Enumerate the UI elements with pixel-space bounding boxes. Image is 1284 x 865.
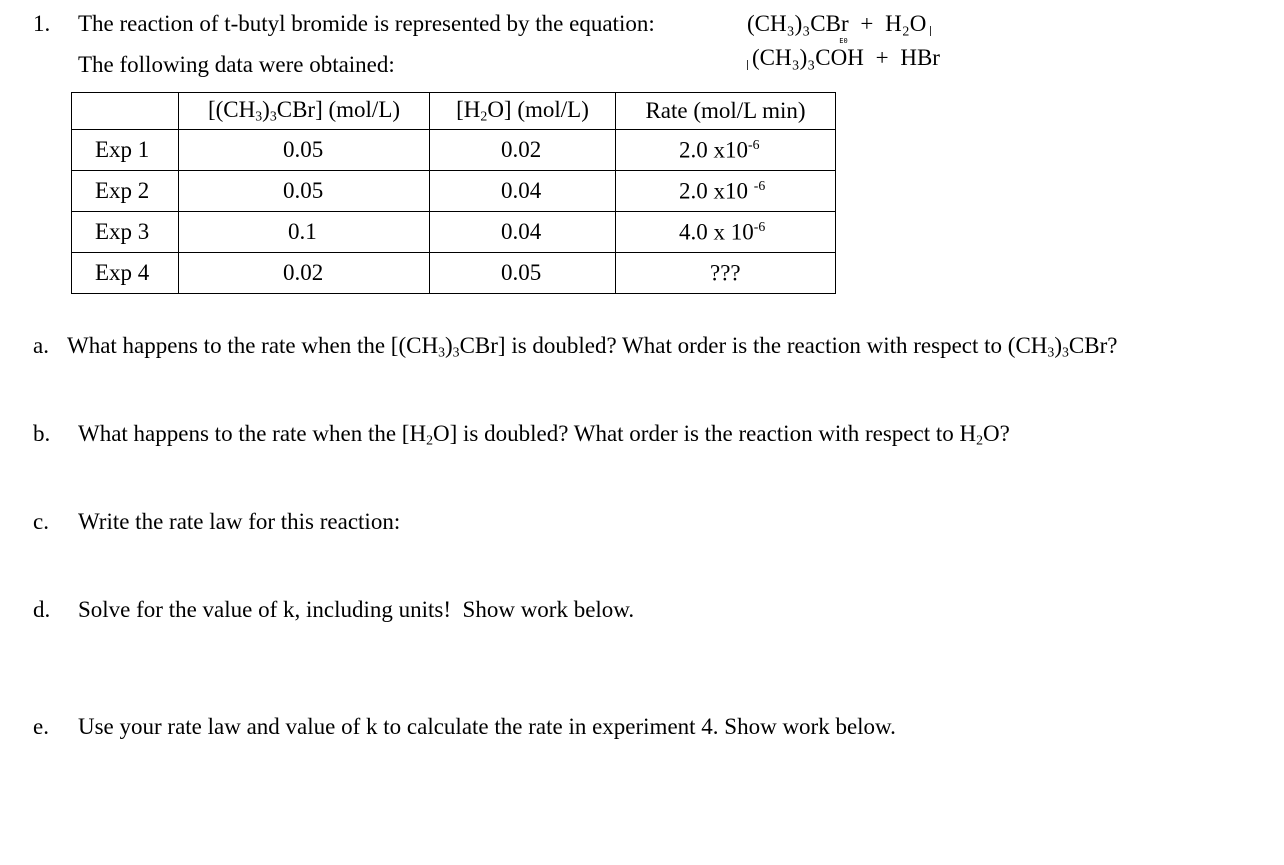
- rate-base: 4.0 x 10: [679, 219, 754, 245]
- part-c-letter: c.: [33, 509, 49, 534]
- header-cell-rate: Rate (mol/L min): [616, 93, 836, 130]
- product-hbr: HBr: [900, 45, 940, 70]
- h2o-value: 0.05: [430, 253, 616, 294]
- rate-value: [616, 253, 836, 294]
- reactant-water: H₂O: [885, 11, 927, 36]
- plus-sign: +: [875, 45, 889, 70]
- cbr-value: 0.02: [179, 253, 430, 294]
- header-cell-cbr: $[(CH_3)_3CBr]$ (mol/L): [179, 93, 430, 130]
- question-intro: The reaction of t-butyl bromide is represented by the equation:: [78, 11, 655, 36]
- cbr-value: 0.05: [179, 130, 430, 171]
- table-header-row: [72, 93, 836, 130]
- exp-label: Exp 3: [72, 212, 179, 253]
- exp-label: Exp 2: [72, 171, 179, 212]
- h2o-value: 0.02: [430, 130, 616, 171]
- rate-exponent: -6: [753, 177, 766, 193]
- part-c-text: Write the rate law for this reaction:: [78, 509, 401, 534]
- cbr-value: 0.05: [179, 171, 430, 212]
- rate-exponent: -6: [753, 218, 766, 234]
- part-a-text: What happens to the rate when the $[(CH_3)_3CBr]$ is doubled? What order is the reaction with respect to $(CH_3)_3CBr$?: [67, 333, 1118, 360]
- rate-value: [616, 171, 836, 212]
- part-a-letter: a.: [33, 333, 49, 358]
- part-e-text: Use your rate law and value of k to calculate the rate in experiment 4. Show work below.: [78, 714, 896, 739]
- header-cell-blank: [72, 93, 179, 130]
- arrow-glyph-text: E0: [839, 37, 848, 45]
- part-d-text: Solve for the value of k, including units! Show work below.: [78, 597, 635, 622]
- rate-value: [616, 212, 836, 253]
- exp-label: Exp 4: [72, 253, 179, 294]
- reactant-tbutyl-bromide: (CH₃)₃CBr: [747, 11, 849, 36]
- table-row: [72, 253, 836, 294]
- part-e-letter: e.: [33, 714, 49, 739]
- cbr-value: 0.1: [179, 212, 430, 253]
- part-b-letter: b.: [33, 421, 51, 446]
- exp-label: Exp 1: [72, 130, 179, 171]
- table-row: [72, 130, 836, 171]
- h2o-value: 0.04: [430, 212, 616, 253]
- kinetics-data-table: [71, 92, 836, 294]
- reaction-equation: [747, 11, 940, 71]
- data-intro: The following data were obtained:: [78, 52, 395, 77]
- part-b-text: What happens to the rate when the $[H_2O]$ is doubled? What order is the reaction with respect to $H_2O$?: [78, 421, 1010, 448]
- rate-exponent: -6: [748, 136, 760, 152]
- table-row: [72, 212, 836, 253]
- table-row: [72, 171, 836, 212]
- rate-base: 2.0 x10: [679, 178, 754, 204]
- rate-unknown: ???: [710, 260, 741, 286]
- h2o-value: 0.04: [430, 171, 616, 212]
- question-number: 1.: [33, 11, 51, 36]
- part-d-letter: d.: [33, 597, 51, 622]
- product-tbutyl-alcohol: (CH₃)₃COH: [752, 45, 864, 70]
- header-cell-h2o: $[H_2O]$ (mol/L): [430, 93, 616, 130]
- rate-value: [616, 130, 836, 171]
- plus-sign: +: [860, 11, 874, 36]
- rate-base: 2.0 x10: [679, 137, 748, 163]
